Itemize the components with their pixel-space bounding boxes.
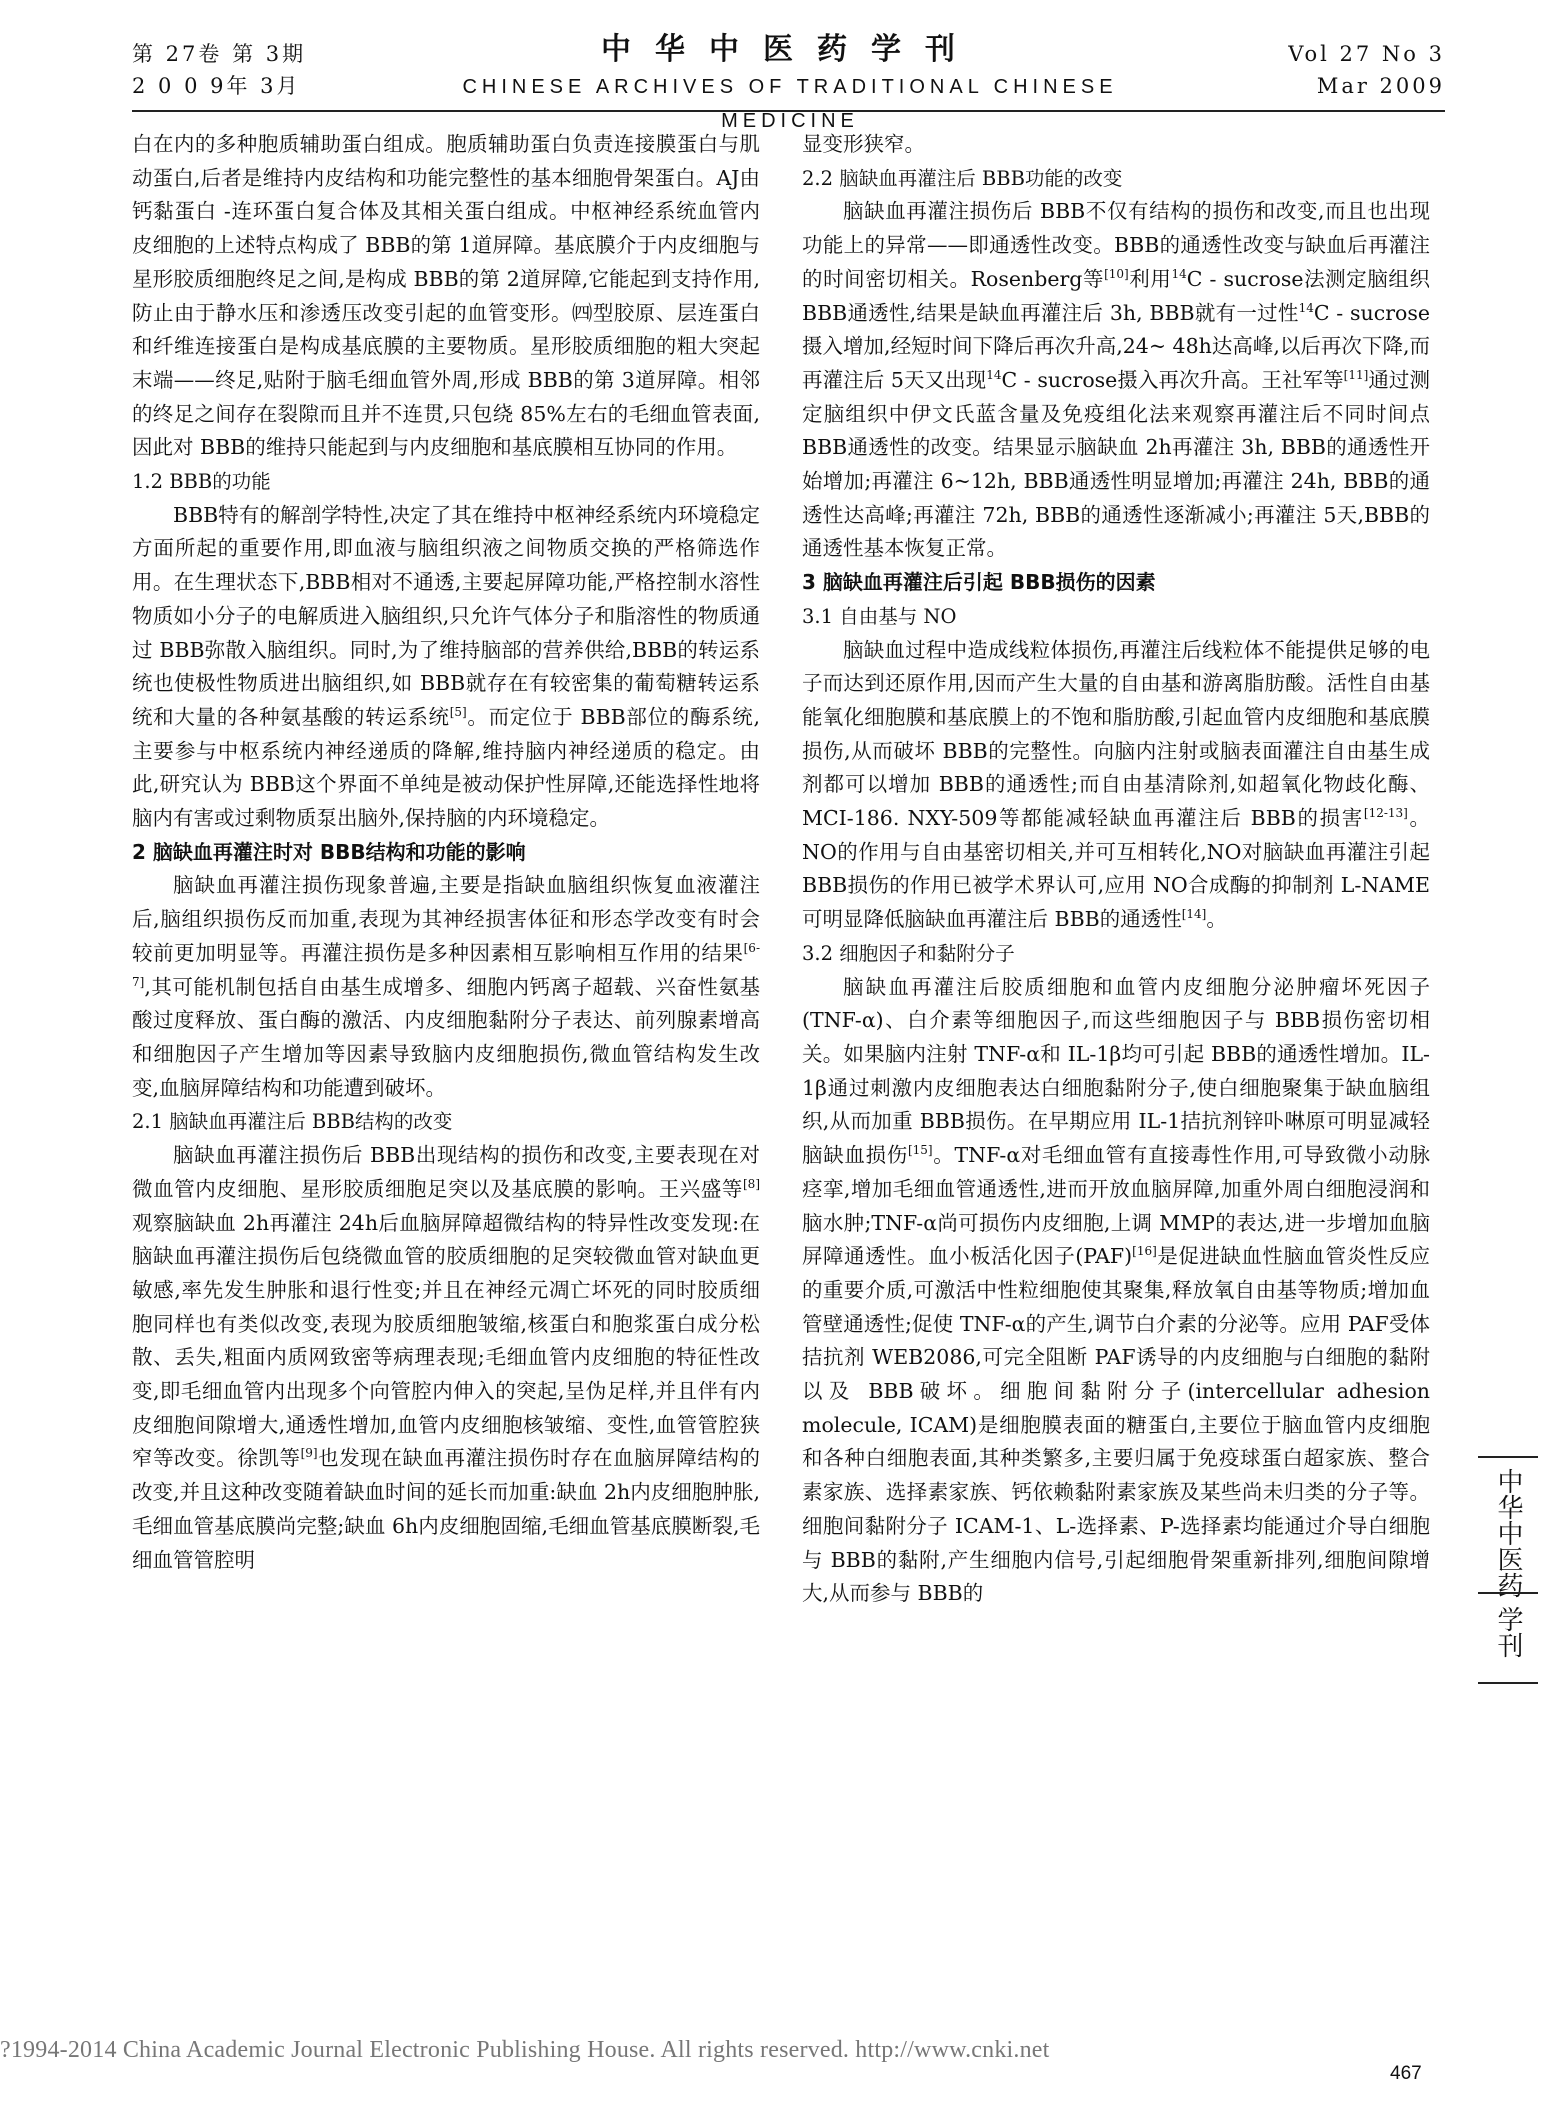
section-heading: [132, 836, 760, 870]
citation-superscript: 14: [986, 367, 1002, 382]
text-run: BBB特有的解剖学特性,决定了其在维持中枢神经系统内环境稳定方面所起的重要作用,即血液与脑组织液之间物质交换的严格筛选作用。在生理状态下,BBB相对不通透,主要起屏障功能,严格控制水溶性物质如小分子的电解质进入脑组织,只允许气体分子和脂溶性的物质通过 BBB弥散入脑组织。同时,为了维持脑部的营养供给,BBB的转运系统也使极性物质进出脑组织,如 BBB就存在有较密集的葡萄糖转运系统和大量的各种氨基酸的转运系统: [132, 502, 760, 729]
issue-info-en: [1288, 38, 1445, 102]
citation-superscript: [8]: [743, 1176, 760, 1191]
text-run: 3.1 自由基与 NO: [802, 604, 957, 628]
text-run: 。NO的作用与自由基密切相关,并可互相转化,NO对脑缺血再灌注引起 BBB损伤的作用已被学术界认可,应用 NO合成酶的抑制剂 L-NAME可明显降低脑缺血再灌注后 BBB的通透性: [802, 806, 1430, 932]
body-paragraph: [802, 128, 1430, 162]
journal-title-en: CHINESE ARCHIVES OF TRADITIONAL CHINESE MEDICINE: [462, 76, 1118, 132]
journal-title: [420, 30, 1160, 138]
side-rule-middle: [1478, 1592, 1538, 1594]
citation-superscript: [12-13]: [1363, 806, 1408, 821]
text-run: 白在内的多种胞质辅助蛋白组成。胞质辅助蛋白负责连接膜蛋白与肌动蛋白,后者是维持内皮结构和功能完整性的基本细胞骨架蛋白。AJ由钙黏蛋白 -连环蛋白复合体及其相关蛋白组成。中枢神经系统血管内皮细胞的上述特点构成了 BBB的第 1道屏障。基底膜介于内皮细胞与星形胶质细胞终足之间,是构成 BBB的第 2道屏障,它能起到支持作用,防止由于静水压和渗透压改变引起的血管变形。㈣型胶原、层连蛋白和纤维连接蛋白是构成基底膜的主要物质。星形胶质细胞的粗大突起末端——终足,贴附于脑毛细血管外周,形成 BBB的第 3道屏障。相邻的终足之间存在裂隙而且并不连贯,只包绕 85%左右的毛细血管表面,因此对 BBB的维持只能起到与内皮细胞和基底膜相互协同的作用。: [132, 132, 760, 460]
copyright-notice: ?1994-2014 China Academic Journal Electronic Publishing House. All rights reserved. http://www.cnki.net: [0, 2037, 1050, 2063]
text-run: 脑缺血过程中造成线粒体损伤,再灌注后线粒体不能提供足够的电子而达到还原作用,因而产生大量的自由基和游离脂肪酸。活性自由基能氧化细胞膜和基底膜上的不饱和脂肪酸,引起血管内皮细胞和基底膜损伤,从而破坏 BBB的完整性。向脑内注射或脑表面灌注自由基生成剂都可以增加 BBB的通透性;而自由基清除剂,如超氧化物歧化酶、MCI-186. NXY-509等都能减轻缺血再灌注后 BBB的损害: [802, 637, 1430, 831]
text-run: C - sucrose摄入增加,经短时间下降后再次升高,24~ 48h达高峰,以后再次下降,而再灌注后 5天又出现: [802, 300, 1430, 392]
text-run: C - sucrose摄入再次升高。王社军等: [1001, 367, 1344, 392]
body-paragraph: [132, 1139, 760, 1577]
text-run: 。TNF-α对毛细血管有直接毒性作用,可导致微小动脉痉挛,增加毛细血管通透性,进而开放血脑屏障,加重外周白细胞浸润和脑水肿;TNF-α尚可损伤内皮细胞,上调 MMP的表达,进一步增加血脑屏障通透性。血小板活化因子(PAF): [802, 1143, 1431, 1269]
citation-superscript: [5]: [449, 704, 467, 719]
body-paragraph: [802, 634, 1430, 937]
text-run: 脑缺血再灌注损伤现象普遍,主要是指缺血脑组织恢复血液灌注后,脑组织损伤反而加重,表现为其神经损害体征和形态学改变有时会较前更加明显等。再灌注损伤是多种因素相互影响相互作用的结果: [132, 873, 760, 965]
text-run: 利用: [1128, 266, 1172, 291]
side-rule-top: [1478, 1456, 1538, 1458]
text-run: 3 脑缺血再灌注后引起 BBB损伤的因素: [802, 570, 1156, 595]
text-run: 是促进缺血性脑血管炎性反应的重要介质,可激活中性粒细胞使其聚集,释放氧自由基等物质;增加血管壁通透性;促使 TNF-α的产生,调节白介素的分泌等。应用 PAF受体拮抗剂 WEB2086,可完全阻断 PAF诱导的内皮细胞与白细胞的黏附以及 BBB破坏。细胞间黏附分子(intercellular adhesion molecule, ICAM)是细胞膜表面的糖蛋白,主要位于脑血管内皮细胞和各种白细胞表面,其种类繁多,主要归属于免疫球蛋白超家族、整合素家族、选择素家族、钙依赖黏附素家族及某些尚未归类的分子等。细胞间黏附分子 ICAM-1、L-选择素、P-选择素均能通过介导白细胞与 BBB的黏附,产生细胞内信号,引起细胞骨架重新排列,细胞间隙增大,从而参与 BBB的: [802, 1244, 1431, 1606]
citation-superscript: [11]: [1343, 367, 1369, 382]
page-number: 467: [1390, 2063, 1422, 2084]
text-run: 。: [1206, 907, 1227, 932]
body-paragraph: [132, 499, 760, 836]
issue-date: 2 0 0 9年 3月: [132, 74, 301, 98]
header-rule: [132, 110, 1445, 112]
side-rule-bottom: [1478, 1682, 1538, 1684]
right-column: [802, 128, 1430, 1611]
citation-superscript: [10]: [1104, 266, 1129, 281]
text-run: 也发现在缺血再灌注损伤时存在血脑屏障结构的改变,并且这种改变随着缺血时间的延长而加重:缺血 2h内皮细胞肿胀,毛细血管基底膜尚完整;缺血 6h内皮细胞固缩,毛细血管基底膜断裂,毛细血管管腔明: [132, 1446, 761, 1572]
subsection-heading: [802, 600, 1430, 634]
text-run: 脑缺血再灌注损伤后 BBB不仅有结构的损伤和改变,而且也出现功能上的异常——即通透性改变。BBB的通透性改变与缺血后再灌注的时间密切相关。Rosenberg等: [802, 199, 1430, 291]
body-paragraph: [802, 971, 1430, 1611]
text-run: 脑缺血再灌注后胶质细胞和血管内皮细胞分泌肿瘤坏死因子(TNF-α)、白介素等细胞因子,而这些细胞因子与 BBB损伤密切相关。如果脑内注射 TNF-α和 IL-1β均可引起 BBB的通透性增加。IL-1β通过刺激内皮细胞表达白细胞黏附分子,使白细胞聚集于缺血脑组织,从而加重 BBB损伤。在早期应用 IL-1拮抗剂锌卟啉原可明显减轻脑缺血损伤: [802, 974, 1430, 1168]
subsection-heading: [802, 162, 1430, 196]
side-label-xuekan: [1478, 1606, 1538, 1658]
issue-date-en: Mar 2009: [1316, 74, 1445, 98]
text-run: 观察脑缺血 2h再灌注 24h后血脑屏障超微结构的特异性改变发现:在脑缺血再灌注损伤后包绕微血管的胶质细胞的足突较微血管对缺血更敏感,率先发生肿胀和退行性变;并且在神经元凋亡坏死的同时胶质细胞同样也有类似改变,表现为胶质细胞皱缩,核蛋白和胞浆蛋白成分松散、丢失,粗面内质网致密等病理表现;毛细血管内皮细胞的特征性改变,即毛细血管内出现多个向管腔内伸入的突起,呈伪足样,并且伴有内皮细胞间隙增大,通透性增加,血管内皮细胞核皱缩、变性,血管管腔狭窄等改变。徐凯等: [132, 1210, 760, 1471]
text-run: 2.1 脑缺血再灌注后 BBB结构的改变: [132, 1110, 453, 1134]
volume-issue: 第 27卷 第 3期: [132, 42, 307, 66]
side-label-journal: [1478, 1468, 1538, 1598]
citation-superscript: 14: [1298, 300, 1314, 315]
citation-superscript: [16]: [1132, 1244, 1157, 1259]
text-run: 3.2 细胞因子和黏附分子: [802, 941, 1015, 965]
journal-title-cn: 中华中医药学刊: [601, 32, 979, 67]
text-run: 1.2 BBB的功能: [132, 470, 271, 494]
side-label-text: 中华中医药: [1493, 1468, 1523, 1598]
citation-superscript: [9]: [300, 1446, 318, 1461]
text-run: 。而定位于 BBB部位的酶系统,主要参与中枢系统内神经递质的降解,维持脑内神经递质的稳定。由此,研究认为 BBB这个界面不单纯是被动保护性屏障,还能选择性地将脑内有害或过剩物质泵出脑外,保持脑的内环境稳定。: [132, 704, 761, 831]
citation-superscript: [15]: [907, 1143, 933, 1158]
text-run: C - sucrose法测定脑组织 BBB通透性,结果是缺血再灌注后 3h, BBB就有一过性: [802, 266, 1430, 325]
section-heading: [802, 566, 1430, 600]
citation-superscript: 14: [1171, 266, 1187, 281]
left-column: [132, 128, 760, 1577]
text-run: 2.2 脑缺血再灌注后 BBB功能的改变: [802, 166, 1123, 190]
subsection-heading: [132, 1105, 760, 1139]
subsection-heading: [132, 465, 760, 499]
body-paragraph: [132, 128, 760, 465]
text-run: 脑缺血再灌注损伤后 BBB出现结构的损伤和改变,主要表现在对微血管内皮细胞、星形胶质细胞足突以及基底膜的影响。王兴盛等: [132, 1143, 760, 1201]
text-run: 显变形狭窄。: [802, 132, 925, 156]
subsection-heading: [802, 937, 1430, 971]
volume-issue-en: Vol 27 No 3: [1288, 42, 1445, 66]
side-label-text-2: 学刊: [1493, 1606, 1523, 1658]
citation-superscript: [14]: [1181, 907, 1207, 922]
body-paragraph: [132, 869, 760, 1105]
text-run: 2 脑缺血再灌注时对 BBB结构和功能的影响: [132, 839, 526, 864]
text-run: 通过测定脑组织中伊文氏蓝含量及免疫组化法来观察再灌注后不同时间点 BBB通透性的改变。结果显示脑缺血 2h再灌注 3h, BBB的通透性开始增加;再灌注 6~12h, BBB通透性明显增加;再灌注 24h, BBB的通透性达高峰;再灌注 72h, BBB的通透性逐渐减小;再灌注 5天,BBB的通透性基本恢复正常。: [802, 367, 1430, 561]
text-run: ,其可能机制包括自由基生成增多、细胞内钙离子超载、兴奋性氨基酸过度释放、蛋白酶的激活、内皮细胞黏附分子表达、前列腺素增高和细胞因子产生增加等因素导致脑内皮细胞损伤,微血管结构发生改变,血脑屏障结构和功能遭到破坏。: [132, 974, 760, 1100]
issue-info: [132, 38, 306, 102]
body-paragraph: [802, 195, 1430, 566]
citation-superscript: [6-7]: [132, 940, 760, 989]
